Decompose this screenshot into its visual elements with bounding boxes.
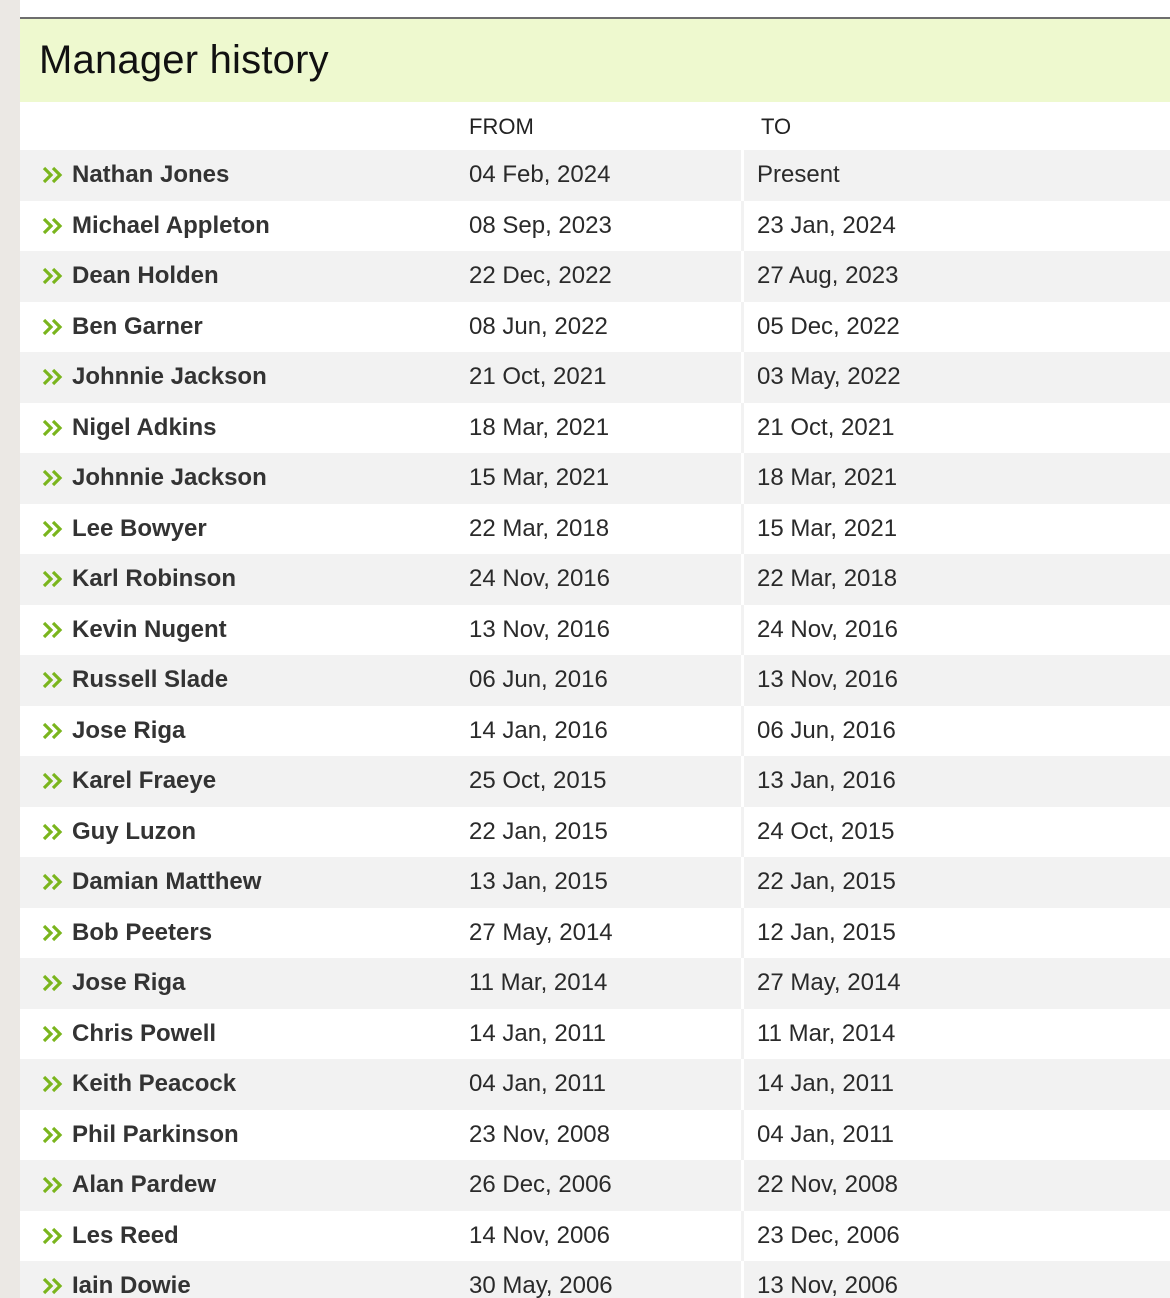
table-row (20, 150, 1170, 201)
table-row (20, 201, 1170, 252)
table-row (20, 1110, 1170, 1161)
manager-name-link[interactable]: Chris Powell (72, 1019, 217, 1047)
double-chevron-right-icon (42, 973, 64, 993)
from-date-cell: 23 Nov, 2008 (469, 1120, 610, 1148)
double-chevron-right-icon (42, 1074, 64, 1094)
manager-name-cell (20, 717, 449, 745)
manager-name-cell (20, 464, 449, 492)
manager-name-cell (20, 313, 449, 341)
to-date-cell: 24 Nov, 2016 (741, 605, 1170, 656)
from-date-cell: 04 Jan, 2011 (469, 1070, 607, 1098)
manager-name-link[interactable]: Bob Peeters (72, 918, 213, 946)
manager-name-cell (20, 767, 449, 795)
table-row (20, 807, 1170, 858)
manager-name-cell (20, 1121, 449, 1149)
manager-name-link[interactable]: Russell Slade (72, 666, 229, 694)
top-divider (20, 0, 1170, 19)
table-row (20, 908, 1170, 959)
from-date-cell: 22 Mar, 2018 (469, 514, 610, 542)
to-date-cell: 22 Nov, 2008 (741, 1160, 1170, 1211)
to-date-cell: 23 Jan, 2024 (741, 201, 1170, 252)
manager-name-cell (20, 262, 449, 290)
table-row (20, 453, 1170, 504)
table-row (20, 1009, 1170, 1060)
to-date-cell: 22 Mar, 2018 (741, 554, 1170, 605)
from-date-cell: 27 May, 2014 (469, 918, 613, 946)
title-bar (20, 19, 1170, 102)
to-date-cell: 12 Jan, 2015 (741, 908, 1170, 959)
to-date-cell: 14 Jan, 2011 (741, 1059, 1170, 1110)
double-chevron-right-icon (42, 367, 64, 387)
table-row (20, 504, 1170, 555)
from-date-cell: 15 Mar, 2021 (469, 464, 610, 492)
double-chevron-right-icon (42, 1226, 64, 1246)
manager-name-cell (20, 363, 449, 391)
manager-name-link[interactable]: Phil Parkinson (72, 1120, 239, 1148)
to-date-cell: 11 Mar, 2014 (741, 1009, 1170, 1060)
manager-name-link[interactable]: Keith Peacock (72, 1070, 237, 1098)
table-row (20, 1160, 1170, 1211)
manager-name-cell (20, 666, 449, 694)
manager-name-link[interactable]: Michael Appleton (72, 211, 270, 239)
manager-name-link[interactable]: Les Reed (72, 1221, 179, 1249)
double-chevron-right-icon (42, 519, 64, 539)
to-date-cell: 15 Mar, 2021 (741, 504, 1170, 555)
manager-name-link[interactable]: Kevin Nugent (72, 615, 227, 643)
manager-name-link[interactable]: Damian Matthew (72, 868, 262, 896)
double-chevron-right-icon (42, 216, 64, 236)
page-title: Manager history (39, 38, 329, 82)
to-date-cell: 03 May, 2022 (741, 352, 1170, 403)
manager-name-cell (20, 1020, 449, 1048)
from-date-cell: 25 Oct, 2015 (469, 767, 607, 795)
manager-name-link[interactable]: Jose Riga (72, 716, 186, 744)
table-header (20, 102, 1170, 150)
table-row (20, 706, 1170, 757)
table-row (20, 1261, 1170, 1298)
to-date-cell: Present (741, 150, 1170, 201)
manager-name-link[interactable]: Ben Garner (72, 312, 203, 340)
to-date-cell: 22 Jan, 2015 (741, 857, 1170, 908)
manager-name-cell (20, 1171, 449, 1199)
double-chevron-right-icon (42, 620, 64, 640)
from-date-cell: 22 Jan, 2015 (469, 817, 608, 845)
double-chevron-right-icon (42, 670, 64, 690)
manager-name-cell (20, 1070, 449, 1098)
manager-name-link[interactable]: Johnnie Jackson (72, 464, 267, 492)
from-date-cell: 22 Dec, 2022 (469, 262, 612, 290)
double-chevron-right-icon (42, 1024, 64, 1044)
manager-name-link[interactable]: Guy Luzon (72, 817, 196, 845)
from-date-cell: 11 Mar, 2014 (469, 969, 608, 997)
table-row (20, 554, 1170, 605)
from-date-cell: 13 Nov, 2016 (469, 615, 610, 643)
from-date-cell: 14 Nov, 2006 (469, 1221, 610, 1249)
from-date-cell: 08 Jun, 2022 (469, 312, 608, 340)
manager-name-link[interactable]: Dean Holden (72, 262, 219, 290)
double-chevron-right-icon (42, 468, 64, 488)
manager-name-link[interactable]: Lee Bowyer (72, 514, 207, 542)
table-row (20, 1059, 1170, 1110)
manager-name-cell (20, 161, 449, 189)
to-date-cell: 23 Dec, 2006 (741, 1211, 1170, 1262)
from-date-cell: 30 May, 2006 (469, 1272, 613, 1298)
from-date-cell: 14 Jan, 2011 (469, 1019, 607, 1047)
table-row (20, 958, 1170, 1009)
table-row (20, 756, 1170, 807)
manager-name-link[interactable]: Karl Robinson (72, 565, 237, 593)
manager-name-cell (20, 414, 449, 442)
manager-name-link[interactable]: Nathan Jones (72, 161, 230, 189)
manager-name-link[interactable]: Johnnie Jackson (72, 363, 267, 391)
manager-name-link[interactable]: Alan Pardew (72, 1171, 217, 1199)
table-row (20, 655, 1170, 706)
double-chevron-right-icon (42, 569, 64, 589)
double-chevron-right-icon (42, 1276, 64, 1296)
from-date-cell: 18 Mar, 2021 (469, 413, 610, 441)
table-row (20, 403, 1170, 454)
table-row (20, 605, 1170, 656)
from-date-cell: 24 Nov, 2016 (469, 565, 610, 593)
to-date-cell: 21 Oct, 2021 (741, 403, 1170, 454)
manager-name-cell (20, 616, 449, 644)
to-date-cell: 06 Jun, 2016 (741, 706, 1170, 757)
table-row (20, 352, 1170, 403)
manager-name-cell (20, 212, 449, 240)
manager-name-cell (20, 969, 449, 997)
header-to: TO (761, 114, 792, 139)
double-chevron-right-icon (42, 418, 64, 438)
double-chevron-right-icon (42, 266, 64, 286)
from-date-cell: 14 Jan, 2016 (469, 716, 608, 744)
from-date-cell: 26 Dec, 2006 (469, 1171, 612, 1199)
from-date-cell: 06 Jun, 2016 (469, 666, 608, 694)
manager-name-cell (20, 1272, 449, 1298)
table-row (20, 857, 1170, 908)
manager-name-link[interactable]: Nigel Adkins (72, 413, 217, 441)
double-chevron-right-icon (42, 1125, 64, 1145)
to-date-cell: 24 Oct, 2015 (741, 807, 1170, 858)
manager-name-link[interactable]: Iain Dowie (72, 1272, 191, 1298)
table-row (20, 251, 1170, 302)
table-row (20, 302, 1170, 353)
header-from: FROM (469, 114, 534, 139)
manager-name-cell (20, 565, 449, 593)
from-date-cell: 13 Jan, 2015 (469, 868, 608, 896)
to-date-cell: 18 Mar, 2021 (741, 453, 1170, 504)
manager-history-panel (20, 0, 1170, 1298)
from-date-cell: 04 Feb, 2024 (469, 161, 611, 189)
manager-name-cell (20, 1222, 449, 1250)
double-chevron-right-icon (42, 1175, 64, 1195)
manager-name-cell (20, 919, 449, 947)
double-chevron-right-icon (42, 822, 64, 842)
table-row (20, 1211, 1170, 1262)
double-chevron-right-icon (42, 771, 64, 791)
from-date-cell: 08 Sep, 2023 (469, 211, 612, 239)
manager-name-link[interactable]: Karel Fraeye (72, 767, 217, 795)
to-date-cell: 13 Nov, 2006 (741, 1261, 1170, 1298)
double-chevron-right-icon (42, 923, 64, 943)
manager-name-cell (20, 868, 449, 896)
to-date-cell: 13 Nov, 2016 (741, 655, 1170, 706)
to-date-cell: 27 Aug, 2023 (741, 251, 1170, 302)
double-chevron-right-icon (42, 872, 64, 892)
left-gutter (0, 0, 20, 1298)
manager-name-cell (20, 515, 449, 543)
to-date-cell: 05 Dec, 2022 (741, 302, 1170, 353)
double-chevron-right-icon (42, 721, 64, 741)
manager-table-body (20, 150, 1170, 1298)
to-date-cell: 13 Jan, 2016 (741, 756, 1170, 807)
to-date-cell: 27 May, 2014 (741, 958, 1170, 1009)
double-chevron-right-icon (42, 165, 64, 185)
double-chevron-right-icon (42, 317, 64, 337)
manager-name-cell (20, 818, 449, 846)
manager-name-link[interactable]: Jose Riga (72, 969, 186, 997)
from-date-cell: 21 Oct, 2021 (469, 363, 607, 391)
to-date-cell: 04 Jan, 2011 (741, 1110, 1170, 1161)
